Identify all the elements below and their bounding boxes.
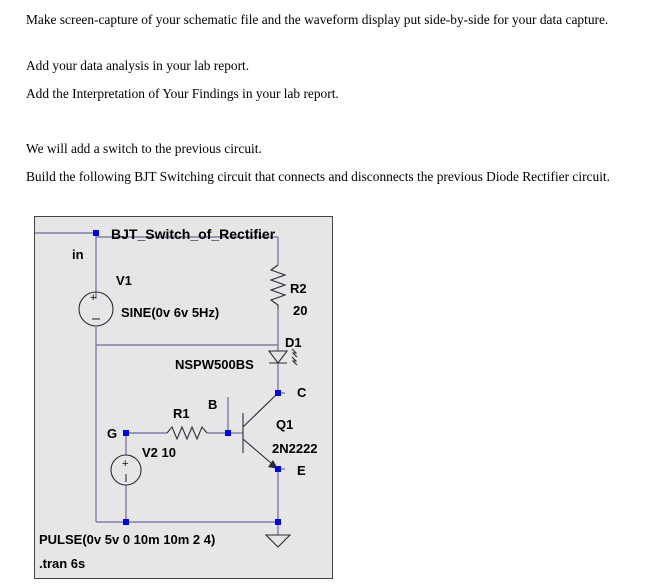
- ground-symbol: [266, 535, 290, 547]
- net-label-in: in: [72, 247, 84, 262]
- q1-transistor: [243, 393, 278, 469]
- instruction-screen-capture: Make screen-capture of your schematic file and the waveform display put side-by-side for your data capture.: [26, 12, 609, 27]
- net-label-g: G: [107, 426, 118, 441]
- tran-directive: .tran 6s: [39, 556, 86, 571]
- d1-model: NSPW500BS: [175, 357, 254, 372]
- r2-resistor: [271, 265, 285, 309]
- v2-source: [111, 455, 141, 485]
- net-label-e: E: [297, 463, 306, 478]
- bjt-switch-schematic: [34, 216, 333, 579]
- instruction-interpretation: Add the Interpretation of Your Findings in your lab report.: [26, 86, 339, 101]
- v1-value: SINE(0v 6v 5Hz): [121, 305, 220, 320]
- v2-name: V2 10: [142, 445, 176, 460]
- r2-name: R2: [290, 281, 307, 296]
- v1-source: [79, 292, 113, 326]
- net-label-c: C: [297, 385, 307, 400]
- instruction-build-circuit: Build the following BJT Switching circuit that connects and disconnects the previous Diode Rectifier circuit.: [26, 169, 610, 184]
- v2-value: PULSE(0v 5v 0 10m 10m 2 4): [39, 532, 216, 547]
- r2-value: 20: [293, 303, 308, 318]
- schematic-title: BJT_Switch_of_Rectifier: [111, 226, 276, 242]
- r1-name: R1: [173, 406, 190, 421]
- q1-name: Q1: [276, 417, 294, 432]
- v1-name: V1: [116, 273, 132, 288]
- schematic-wires: [35, 233, 285, 535]
- svg-text:+: +: [90, 292, 97, 304]
- d1-led: [269, 349, 297, 365]
- svg-text:+: +: [122, 458, 129, 470]
- q1-model: 2N2222: [272, 441, 318, 456]
- d1-name: D1: [285, 335, 302, 350]
- instruction-add-switch: We will add a switch to the previous circuit.: [26, 141, 262, 156]
- net-label-b: B: [208, 397, 218, 412]
- instruction-data-analysis: Add your data analysis in your lab report.: [26, 58, 250, 73]
- r1-resistor: [167, 427, 207, 439]
